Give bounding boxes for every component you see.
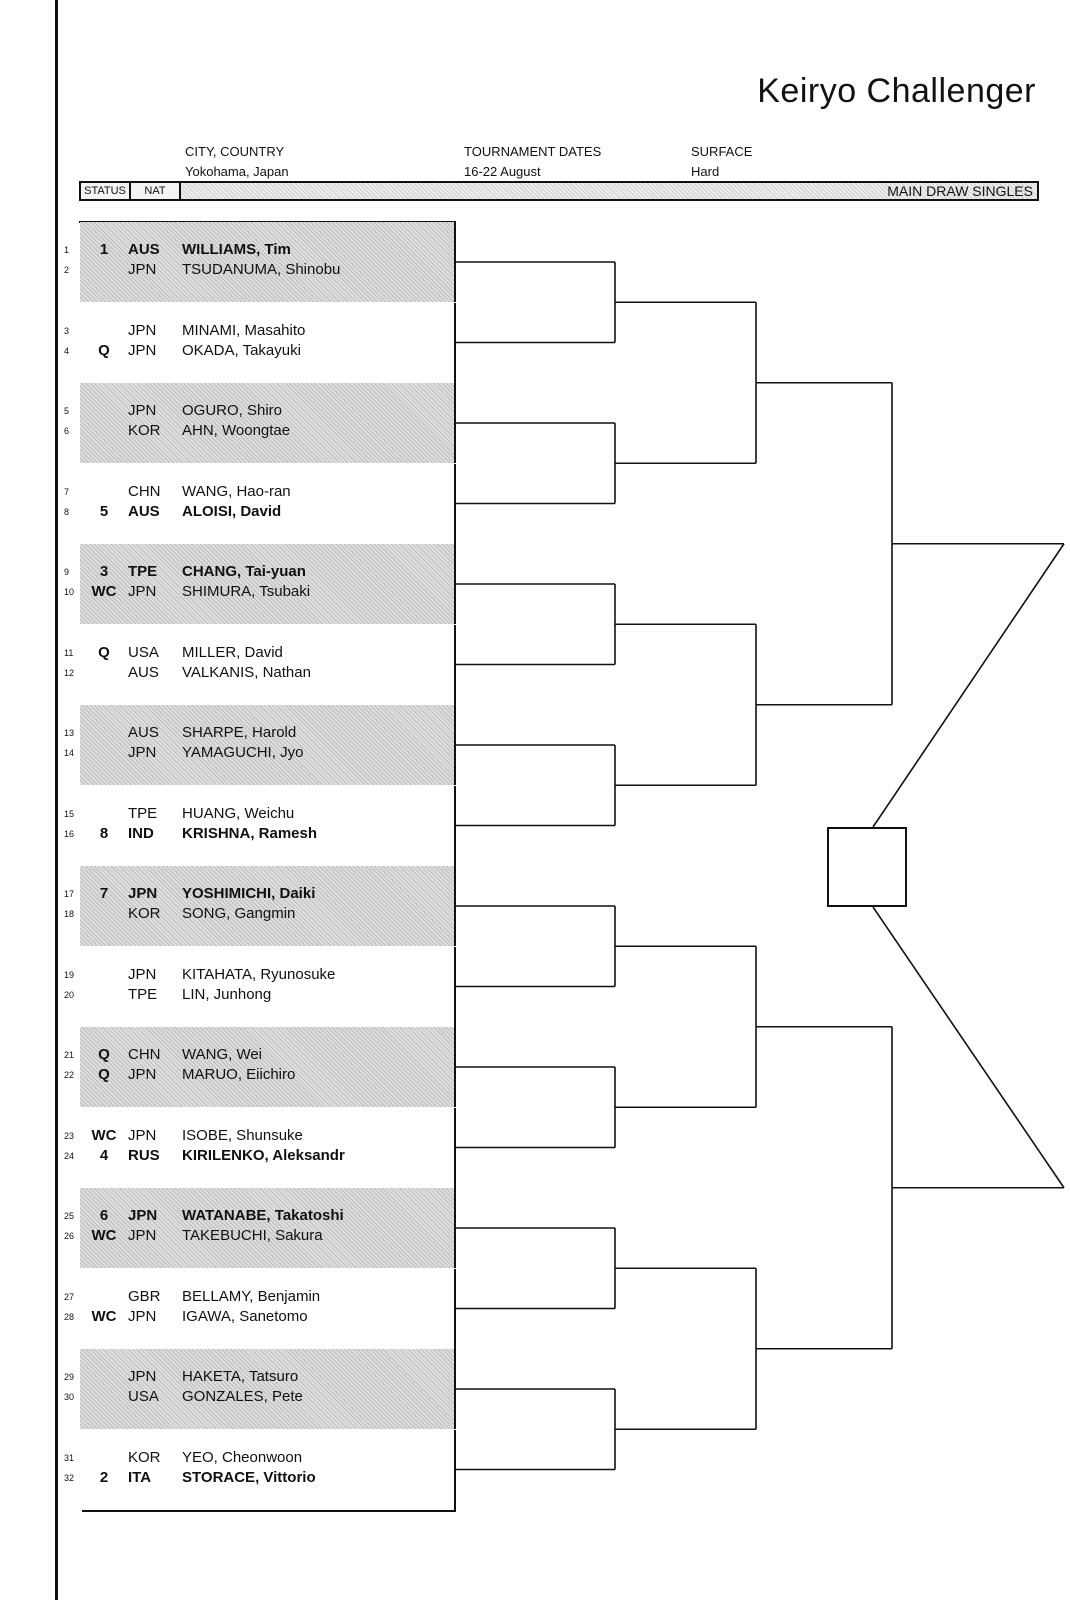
city-country-value: Yokohama, Japan [185, 164, 289, 179]
player-name: SHIMURA, Tsubaki [182, 583, 311, 600]
player-nationality: JPN [128, 1227, 157, 1244]
draw-line-number: 16 [64, 828, 75, 839]
player-name: WILLIAMS, Tim [182, 241, 291, 258]
player-name: MINAMI, Masahito [182, 321, 306, 339]
player-name: ISOBE, Shunsuke [182, 1126, 303, 1144]
main-draw-singles-label: MAIN DRAW SINGLES [887, 183, 1033, 199]
player-name: OKADA, Takayuki [182, 341, 301, 359]
draw-line-number: 21 [64, 1050, 75, 1060]
player-nationality: JPN [128, 1207, 158, 1224]
draw-line-number: 17 [64, 889, 75, 899]
player-name: HAKETA, Tatsuro [182, 1368, 299, 1385]
player-name: BELLAMY, Benjamin [182, 1287, 321, 1305]
nat-column-header: NAT [131, 183, 181, 199]
player-nationality: IND [128, 824, 154, 842]
draw-line-number: 22 [64, 1070, 75, 1080]
player-name: GONZALES, Pete [182, 1388, 303, 1405]
bracket-line [873, 907, 1064, 1188]
draw-line-number: 31 [64, 1452, 75, 1463]
draw-line-number: 20 [64, 989, 75, 1000]
player-nationality: CHN [128, 482, 161, 500]
player-name: IGAWA, Sanetomo [182, 1307, 308, 1325]
player-name: OGURO, Shiro [182, 402, 283, 419]
draw-line-number: 2 [64, 265, 70, 275]
player-nationality: JPN [128, 1066, 157, 1083]
seed-status: 7 [99, 885, 109, 902]
player-name: TSUDANUMA, Shinobu [182, 261, 341, 278]
seed-status: 1 [99, 241, 109, 258]
player-nationality: AUS [128, 663, 159, 681]
player-name: STORACE, Vittorio [182, 1468, 316, 1486]
player-nationality: JPN [128, 321, 157, 339]
player-name: WANG, Hao-ran [182, 482, 291, 500]
draw-line-number: 28 [64, 1311, 75, 1322]
draw-line-number: 30 [64, 1392, 75, 1402]
player-nationality: JPN [128, 965, 157, 983]
seed-status: Q [98, 1046, 110, 1063]
draw-line-number: 29 [64, 1372, 75, 1382]
seed-status: 4 [99, 1146, 109, 1164]
player-name: ALOISI, David [182, 502, 282, 520]
player-nationality: JPN [128, 261, 157, 278]
player-name: YEO, Cheonwoon [182, 1448, 303, 1466]
draw-line-number: 27 [64, 1291, 75, 1302]
seed-status: Q [98, 341, 110, 359]
player-nationality: USA [128, 1388, 159, 1405]
player-nationality: JPN [128, 1368, 157, 1385]
surface-value: Hard [691, 164, 720, 179]
player-name: WATANABE, Takatoshi [182, 1207, 344, 1224]
draw-line-number: 1 [64, 245, 70, 255]
draw-line-number: 19 [64, 969, 75, 980]
status-column-header: STATUS [81, 183, 131, 199]
draw-line-number: 5 [64, 406, 70, 416]
draw-line-number: 7 [64, 486, 70, 497]
player-name: SHARPE, Harold [182, 724, 297, 741]
draw-line-number: 24 [64, 1150, 75, 1161]
seed-status: 3 [99, 563, 109, 580]
player-name: VALKANIS, Nathan [182, 663, 311, 681]
draw-line-number: 3 [64, 325, 70, 336]
player-nationality: KOR [128, 422, 161, 439]
draw-line-number: 14 [64, 748, 75, 758]
seed-status: 6 [99, 1207, 109, 1224]
city-country-label: CITY, COUNTRY [185, 144, 285, 159]
seed-status: WC [91, 1307, 117, 1325]
player-name: MARUO, Eiichiro [182, 1066, 296, 1083]
player-nationality: AUS [128, 241, 160, 258]
player-name: YAMAGUCHI, Jyo [182, 744, 304, 761]
player-nationality: JPN [128, 744, 157, 761]
seed-status: WC [91, 583, 117, 600]
draw-line-number: 9 [64, 567, 70, 577]
player-name: LIN, Junhong [182, 985, 272, 1003]
player-nationality: JPN [128, 341, 157, 359]
player-name: WANG, Wei [182, 1046, 263, 1063]
player-nationality: JPN [128, 583, 157, 600]
player-nationality: AUS [128, 724, 159, 741]
seed-status: Q [98, 643, 110, 661]
player-nationality: RUS [128, 1146, 160, 1164]
player-nationality: ITA [128, 1468, 152, 1486]
seed-status: 2 [99, 1468, 109, 1486]
draw-line-number: 13 [64, 728, 75, 738]
draw-line-number: 10 [64, 587, 75, 597]
tournament-dates-label: TOURNAMENT DATES [464, 144, 602, 159]
draw-line-number: 23 [64, 1130, 75, 1141]
draw-line-number: 25 [64, 1211, 75, 1221]
draw-line-number: 4 [64, 345, 70, 356]
player-name: SONG, Gangmin [182, 905, 296, 922]
player-nationality: JPN [128, 1307, 157, 1325]
draw-line-number: 15 [64, 808, 75, 819]
bracket-line [873, 544, 1064, 827]
player-nationality: TPE [128, 804, 158, 822]
player-nationality: KOR [128, 905, 161, 922]
tournament-dates-value: 16-22 August [464, 164, 541, 179]
player-name: MILLER, David [182, 643, 283, 661]
draw-line-number: 18 [64, 909, 75, 919]
player-nationality: AUS [128, 502, 160, 520]
draw-line-number: 11 [64, 647, 74, 658]
tournament-title: Keiryo Challenger [757, 72, 1036, 110]
player-nationality: JPN [128, 402, 157, 419]
draw-line-number: 26 [64, 1231, 75, 1241]
player-name: AHN, Woongtae [182, 422, 291, 439]
seed-status: WC [91, 1126, 117, 1144]
draw-line-number: 8 [64, 506, 70, 517]
player-nationality: CHN [128, 1046, 161, 1063]
player-name: KITAHATA, Ryunosuke [182, 965, 336, 983]
draw-line-number: 6 [64, 426, 70, 436]
seed-status: 8 [99, 824, 109, 842]
champion-box [827, 827, 907, 907]
draw-line-number: 12 [64, 667, 75, 678]
player-name: YOSHIMICHI, Daiki [182, 885, 316, 902]
draw-line-number: 32 [64, 1472, 75, 1483]
player-nationality: JPN [128, 1126, 157, 1144]
seed-status: 5 [99, 502, 109, 520]
player-name: KIRILENKO, Aleksandr [182, 1146, 345, 1164]
surface-label: SURFACE [691, 144, 753, 159]
player-nationality: USA [128, 643, 159, 661]
player-nationality: GBR [128, 1287, 161, 1305]
player-nationality: KOR [128, 1448, 161, 1466]
player-name: HUANG, Weichu [182, 804, 295, 822]
player-nationality: JPN [128, 885, 158, 902]
seed-status: Q [98, 1066, 110, 1083]
player-name: CHANG, Tai-yuan [182, 563, 306, 580]
player-nationality: TPE [128, 563, 158, 580]
player-name: TAKEBUCHI, Sakura [182, 1227, 323, 1244]
player-nationality: TPE [128, 985, 158, 1003]
seed-status: WC [91, 1227, 117, 1244]
player-name: KRISHNA, Ramesh [182, 824, 318, 842]
